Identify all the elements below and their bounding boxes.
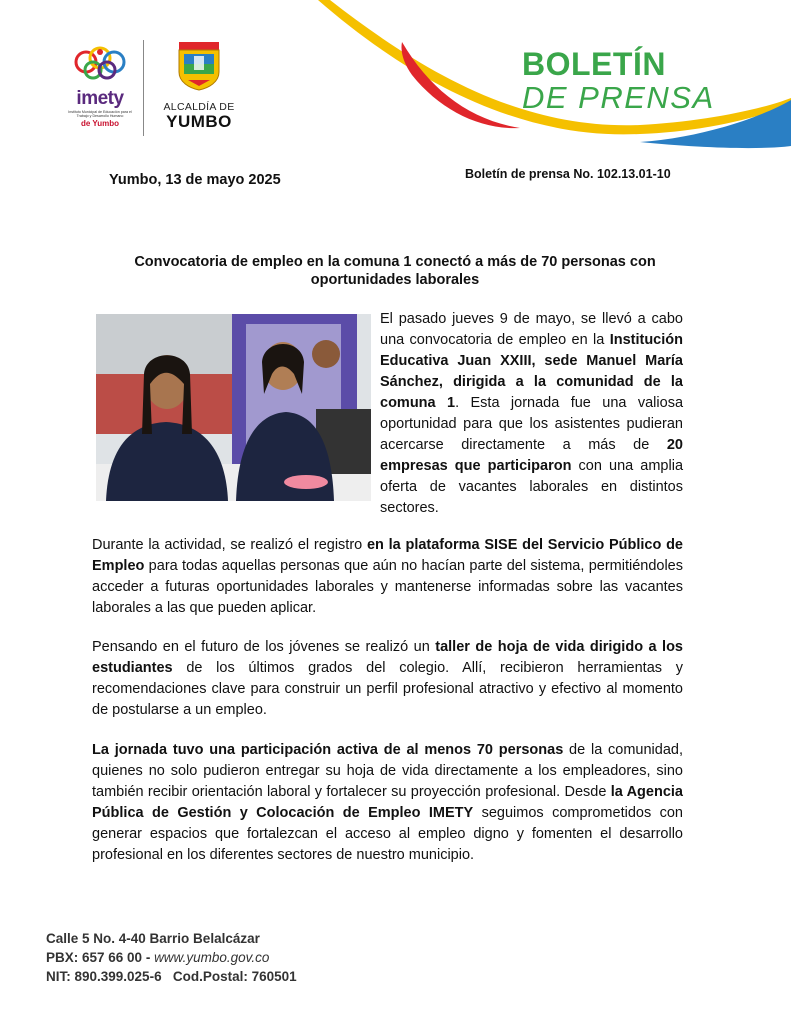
p2-bold-b: en la plataforma SISE del Servicio Público de Empleo bbox=[92, 537, 683, 574]
footer-pbx: PBX: 657 66 00 - bbox=[46, 950, 155, 965]
p3-text-c: de los últimos grados del colegio. Allí, recibieron herramientas y recomendaciones clave para construir un perfil profesional atractivo y efectivo al momento de postularse a un empleo. bbox=[92, 660, 683, 718]
footer-pbx-line bbox=[46, 948, 297, 967]
p2-text-a: Durante la actividad, se realizó el registro bbox=[92, 537, 367, 553]
p2-text-c: para todas aquellas personas que aún no hacían parte del sistema, permitiéndoles acceder a futuras oportunidades laborales y mantenerse informadas sobre las vacantes laborales a las que pueden aplicar. bbox=[92, 558, 683, 616]
imety-town: de Yumbo bbox=[80, 119, 120, 129]
paragraph-1 bbox=[380, 309, 683, 519]
yumbo-coat-of-arms-icon bbox=[176, 40, 222, 92]
paragraph-2 bbox=[92, 535, 683, 619]
date-line: Yumbo, 13 de mayo 2025 bbox=[109, 172, 281, 188]
p1-text-a: El pasado jueves 9 de mayo, se llevó a cabo una convocatoria de empleo en la bbox=[380, 311, 683, 348]
photo-two-women-icon bbox=[96, 314, 371, 501]
prensa-title: DE PRENSA bbox=[522, 80, 715, 115]
p4-bold-c: la Agencia Pública de Gestión y Colocación de Empleo IMETY bbox=[92, 784, 683, 821]
logo-divider bbox=[143, 40, 144, 136]
imety-subtitle: Instituto Municipal de Educación para el Trabajo y Desarrollo Humano bbox=[68, 110, 132, 119]
footer-website-link[interactable]: www.yumbo.gov.co bbox=[154, 950, 270, 965]
p3-bold-b: taller de hoja de vida dirigido a los estudiantes bbox=[92, 639, 683, 676]
imety-wordmark: imety bbox=[76, 88, 124, 109]
boletin-number: Boletín de prensa No. 102.13.01-10 bbox=[465, 167, 671, 181]
footer-nit: NIT: 890.399.025-6 Cod.Postal: 760501 bbox=[46, 969, 297, 984]
imety-logo bbox=[66, 44, 134, 136]
paragraph-4 bbox=[92, 740, 683, 866]
alcaldia-logo bbox=[158, 40, 240, 136]
boletin-title: BOLETÍN bbox=[522, 46, 666, 82]
p1-text-e: con una amplia oferta de vacantes laborales en distintos sectores. bbox=[380, 458, 684, 516]
p4-text-d: seguimos comprometidos con generar espacios que fortalezcan el acceso al empleo digno y fomenten el desarrollo profesional en los diferentes sectores de nuestro municipio. bbox=[92, 805, 683, 863]
footer-contact bbox=[46, 929, 297, 986]
p3-text-a: Pensando en el futuro de los jóvenes se realizó un bbox=[92, 639, 436, 655]
p1-bold-b: Institución Educativa Juan XXIII, sede Manuel María Sánchez, dirigida a la comunidad de la comuna 1 bbox=[380, 332, 683, 411]
p1-text-c: . Esta jornada fue una valiosa oportunidad para que los asistentes pudieran acercarse directamente a más de bbox=[380, 395, 684, 453]
imety-emblem-icon bbox=[66, 44, 134, 84]
footer-address: Calle 5 No. 4-40 Barrio Belalcázar bbox=[46, 931, 260, 946]
p4-text-b: de la comunidad, quienes no solo pudieron entregar su hoja de vida directamente a los empleadores, sino también recibir orientación laboral y fortalecer su proyección profesional. Desde bbox=[92, 742, 684, 800]
p4-bold-a: La jornada tuvo una participación activa de al menos 70 personas bbox=[92, 742, 564, 758]
alcaldia-line2: YUMBO bbox=[166, 112, 232, 131]
headline: Convocatoria de empleo en la comuna 1 conectó a más de 70 personas con oportunidades laborales bbox=[134, 254, 656, 288]
paragraph-3 bbox=[92, 637, 683, 721]
event-photo bbox=[96, 314, 371, 501]
p1-bold-d: 20 empresas que participaron bbox=[380, 437, 683, 474]
alcaldia-line1: ALCALDÍA DE bbox=[163, 101, 235, 113]
